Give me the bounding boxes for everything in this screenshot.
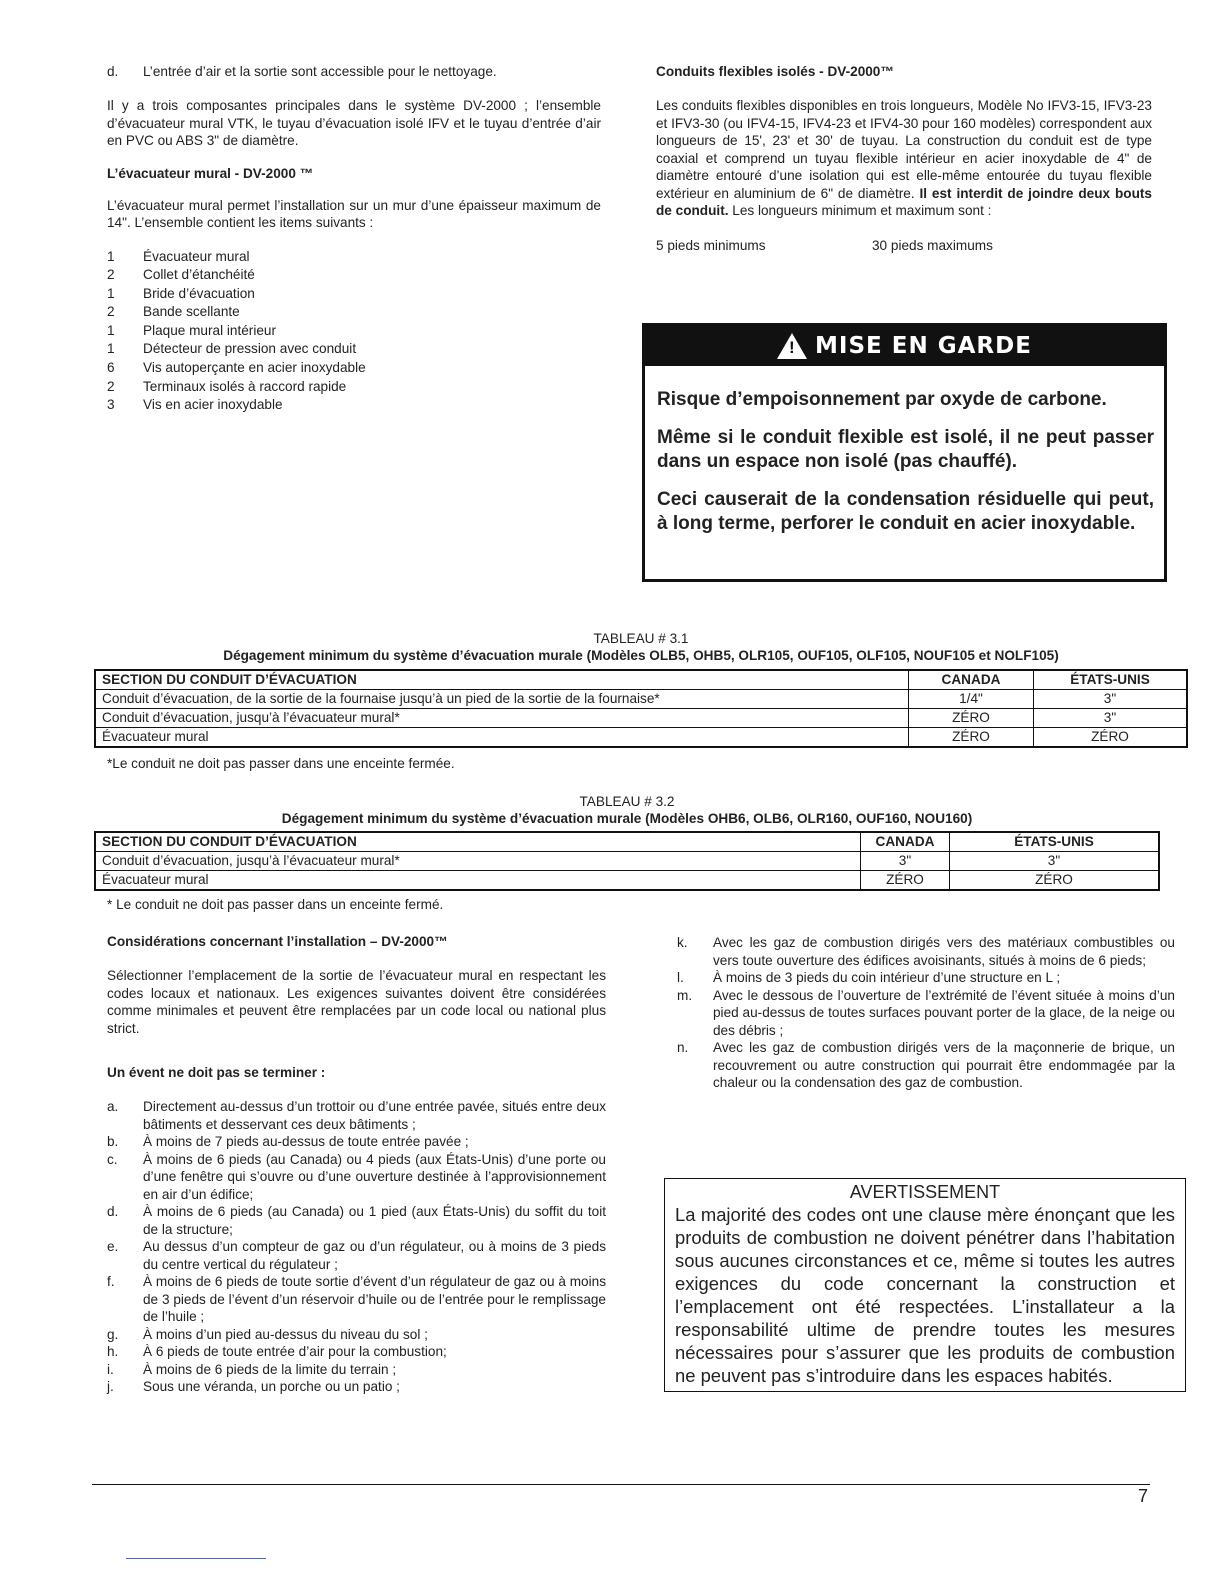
list-item: 1 Détecteur de pression avec conduit	[107, 341, 357, 357]
warning-box	[642, 323, 1167, 582]
list-item: e. Au dessus d’un compteur de gaz ou d’un régulateur, ou à moins de 3 pieds du centre vertical du régulateur ;	[107, 1239, 606, 1272]
table1-caption	[94, 630, 1188, 664]
table-row: Conduit d’évacuation, jusqu’à l’évacuateur mural* ZÉRO 3"	[95, 709, 1187, 728]
mural-heading: L’évacuateur mural - DV-2000 ™	[107, 165, 314, 181]
install-column	[107, 934, 606, 1396]
table2-note: * Le conduit ne doit pas passer dans un enceinte fermé.	[107, 897, 444, 912]
length-limits	[656, 238, 1152, 253]
warning-p3: Ceci causerait de la condensation résiduelle qui peut, à long terme, perforer le conduit en acier inoxydable.	[657, 489, 1154, 534]
list-item: 2 Terminaux isolés à raccord rapide	[107, 378, 347, 394]
warning-triangle-icon: !	[777, 333, 807, 359]
list-item: m. Avec le dessous de l’ouverture de l’extrémité de l’évent située à moins d’un pied au-dessus de toutes surfaces pouvant porter de la glace, de la neige ou des débris ;	[677, 987, 1175, 1038]
warning-title: MISE EN GARDE	[815, 333, 1032, 359]
mural-paragraph: L’évacuateur mural permet l’installation sur un mur d’une épaisseur maximum de 14". L’ensemble contient les items suivants :	[107, 197, 601, 230]
event-list-right	[677, 934, 1175, 1092]
list-item: g. À moins d’un pied au-dessus du niveau du sol ;	[107, 1326, 428, 1342]
list-item: d. À moins de 6 pieds (au Canada) ou 1 pied (aux États-Unis) du soffit du toit de la structure;	[107, 1204, 606, 1237]
warning-header	[645, 326, 1164, 366]
event-heading: Un évent ne doit pas se terminer :	[107, 1065, 326, 1080]
table-row: Conduit d’évacuation, de la sortie de la fournaise jusqu’à un pied de la sortie de la fournaise* 1/4" 3"	[95, 690, 1187, 709]
flex-conduit-bold: Il est interdit de joindre deux bouts de conduit.	[656, 185, 1152, 218]
length-min: 5 pieds minimums	[656, 237, 766, 253]
avertissement-box	[664, 1178, 1186, 1392]
event-list-right-column	[677, 934, 1175, 1092]
avertissement-text: La majorité des codes ont une clause mère énonçant que les produits de combustion ne doivent pénétrer dans l’habitation sous aucunes circonstances et ce, même si toutes les autres exigences du code concernant la construction et l’emplacement ont été respectées. L’installateur a la responsabilité ultime de prendre toutes les mesures nécessaires pour s’assurer que les produits de combustion ne peuvent pas s’introduire dans les espaces habités.	[675, 1204, 1175, 1386]
list-item: 2 Collet d’étanchéité	[107, 267, 255, 283]
list-item: b. À moins de 7 pieds au-dessus de toute entrée pavée ;	[107, 1134, 469, 1149]
list-item: h. À 6 pieds de toute entrée d’air pour la combustion;	[107, 1344, 447, 1359]
list-item: k. Avec les gaz de combustion dirigés vers des matériaux combustibles ou vers toute ouverture des édifices avoisinants, situés à moins de 6 pieds;	[677, 935, 1175, 968]
table1	[94, 669, 1188, 748]
list-item: j. Sous une véranda, un porche ou un patio ;	[107, 1379, 400, 1394]
event-list-left	[107, 1098, 606, 1396]
avertissement-title: AVERTISSEMENT	[849, 1182, 1001, 1202]
flex-conduit-heading: Conduits flexibles isolés - DV-2000™	[656, 64, 894, 79]
table2-title: Dégagement minimum du système d’évacuation murale (Modèles OHB6, OLB6, OLR160, OUF160, NOU160)	[281, 811, 973, 826]
install-paragraph: Sélectionner l’emplacement de la sortie de l’évacuateur mural en respectant les codes locaux et nationaux. Les exigences suivantes doivent être considérées comme minimales et peuvent être remplacées par un code local ou national plus strict.	[107, 968, 606, 1036]
page-number: 7	[1138, 1486, 1149, 1506]
list-item: 3 Vis en acier inoxydable	[107, 397, 283, 413]
table2-label: TABLEAU # 3.2	[579, 794, 675, 809]
footer-rule	[92, 1484, 1150, 1485]
table1-title: Dégagement minimum du système d’évacuation murale (Modèles OLB5, OHB5, OLR105, OUF105, OLF105, NOUF105 et NOLF105)	[223, 648, 1059, 663]
right-top-column	[656, 64, 1152, 253]
kit-items-list	[107, 248, 601, 415]
item-d	[107, 64, 601, 79]
list-item: 1 Bride d’évacuation	[107, 285, 255, 301]
list-item: a. Directement au-dessus d’un trottoir ou d’une entrée pavée, situés entre deux bâtiments et desservant ces deux bâtiments ;	[107, 1099, 606, 1132]
list-item: i. À moins de 6 pieds de la limite du terrain ;	[107, 1361, 397, 1377]
table-row: Évacuateur mural ZÉRO ZÉRO	[95, 728, 1187, 748]
flex-conduit-paragraph: Les conduits flexibles disponibles en trois longueurs, Modèle No IFV3-15, IFV3-23 et IFV3-30 (ou IFV4-15, IFV4-23 et IFV4-30 pour 160 modèles) correspondent aux longueurs de 15', 23' et 30' de tuyau. La construction du conduit est de type coaxial et comprend un tuyau flexible intérieur en acier inoxydable de 4" de diamètre entouré d’une isolation qui est elle-même entourée du tuyau flexible extérieur en aluminium de 6" de diamètre. Il est interdit de joindre deux bouts de conduit. Les longueurs minimum et maximum sont :	[656, 98, 1152, 218]
table2	[94, 831, 1160, 891]
list-item: l. À moins de 3 pieds du coin intérieur d’une structure en L ;	[677, 970, 1061, 985]
bottom-link-rule	[126, 1558, 266, 1559]
item-d-letter: d.	[107, 64, 119, 79]
warning-p1: Risque d’empoisonnement par oxyde de carbone.	[657, 389, 1107, 410]
install-heading: Considérations concernant l’installation – DV-2000™	[107, 934, 448, 949]
intro-paragraph: Il y a trois composantes principales dans le système DV-2000 ; l’ensemble d’évacuateur mural VTK, le tuyau d’évacuation isolé IFV et le tuyau d’entrée d’air en PVC ou ABS 3" de diamètre.	[107, 98, 601, 148]
list-item: 1 Plaque mural intérieur	[107, 322, 276, 338]
table-row: Conduit d’évacuation, jusqu’à l’évacuateur mural* 3" 3"	[95, 852, 1159, 871]
list-item: f. À moins de 6 pieds de toute sortie d’évent d’un régulateur de gaz ou à moins de 3 pieds de l’évent d’un réservoir d’huile ou de l’entrée pour le remplissage de l’huile ;	[107, 1274, 606, 1324]
item-d-text: L’entrée d’air et la sortie sont accessible pour le nettoyage.	[143, 64, 497, 79]
table-header-row: SECTION DU CONDUIT D’ÉVACUATION CANADA ÉTATS-UNIS	[95, 670, 1187, 690]
table1-note: *Le conduit ne doit pas passer dans une enceinte fermée.	[107, 756, 455, 771]
table2-caption	[94, 793, 1160, 827]
warning-p2: Même si le conduit flexible est isolé, il ne peut passer dans un espace non isolé (pas chauffé).	[657, 427, 1154, 472]
list-item: c. À moins de 6 pieds (au Canada) ou 4 pieds (aux États-Unis) d’une porte ou d’une fenêtre qui s’ouvre ou d’une ouverture destinée à l’approvisionnement en air d’un édifice;	[107, 1151, 606, 1202]
list-item: n. Avec les gaz de combustion dirigés vers de la maçonnerie de brique, un recouvrement ou autre construction qui pourrait être endommagée par la chaleur ou la condensation des gaz de combustion.	[677, 1040, 1175, 1090]
list-item: 2 Bande scellante	[107, 304, 240, 320]
length-max: 30 pieds maximums	[872, 237, 993, 253]
list-item: 1 Évacuateur mural	[107, 248, 250, 264]
table-header-row: SECTION DU CONDUIT D’ÉVACUATION CANADA ÉTATS-UNIS	[95, 832, 1159, 852]
table1-label: TABLEAU # 3.1	[593, 631, 689, 646]
left-top-column	[107, 64, 601, 415]
list-item: 6 Vis autoperçante en acier inoxydable	[107, 360, 366, 376]
table-row: Évacuateur mural ZÉRO ZÉRO	[95, 871, 1159, 891]
warning-body	[645, 366, 1164, 536]
